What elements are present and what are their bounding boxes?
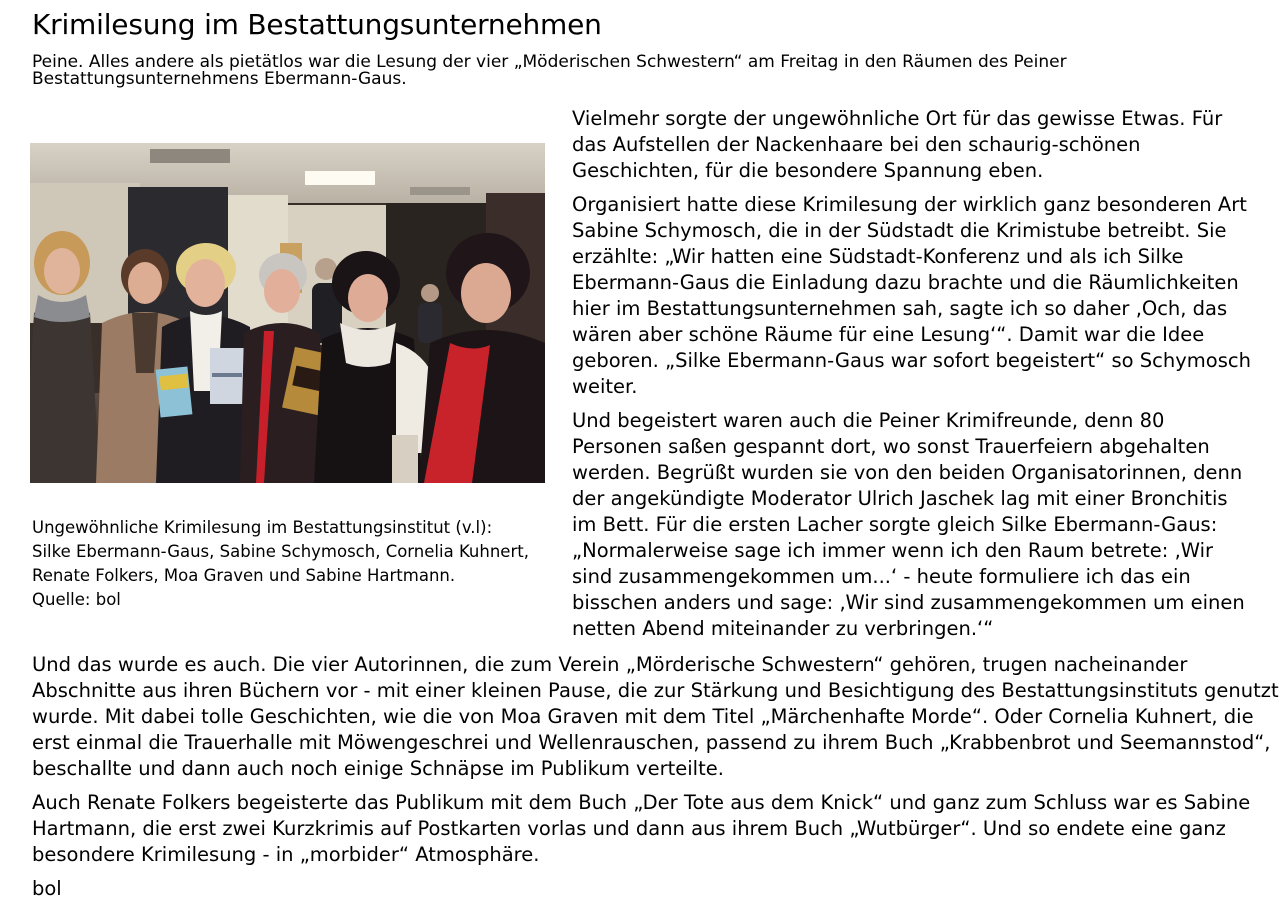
article-photo: [30, 143, 545, 483]
caption-source: Quelle: bol: [32, 590, 121, 609]
text-line: werden. Begrüßt wurden sie von den beiden Organisatorinnen, denn: [572, 461, 1243, 484]
text-line: der angekündigte Moderator Ulrich Jaschek lag mit einer Bronchitis: [572, 487, 1228, 510]
paragraph: [32, 652, 1279, 782]
paragraph: [572, 106, 1252, 184]
lead-line: Peine. Alles andere als pietätlos war die Lesung der vier „Möderischen Schwestern“ am Freitag in den Räumen des Peiner: [32, 52, 1067, 72]
text-line: Organisiert hatte diese Krimilesung der wirklich ganz besonderen Art: [572, 193, 1247, 216]
article-lead: [32, 54, 1132, 88]
text-line: Vielmehr sorgte der ungewöhnliche Ort für das gewisse Etwas. Für: [572, 107, 1223, 130]
paragraph: [572, 192, 1252, 400]
text-line: bol: [32, 877, 62, 900]
text-line: wurde. Mit dabei tolle Geschichten, wie die von Moa Graven mit dem Titel „Märchenhafte Morde“. Oder Cornelia Kuhnert, die: [32, 705, 1254, 728]
text-line: hier im Bestattungsunternehmen sah, sagte ich so daher ‚Och, das: [572, 297, 1228, 320]
text-line: Und begeistert waren auch die Peiner Krimifreunde, denn 80: [572, 409, 1165, 432]
text-line: erzählte: „Wir hatten eine Südstadt-Konferenz und als ich Silke: [572, 245, 1184, 268]
article-right-column: [572, 106, 1252, 650]
caption-line: Ungewöhnliche Krimilesung im Bestattungsinstitut (v.l):: [32, 518, 493, 537]
text-line: Geschichten, für die besondere Spannung eben.: [572, 159, 1044, 182]
paragraph: [572, 408, 1252, 642]
group-photo-image: [30, 143, 545, 483]
text-line: weiter.: [572, 375, 638, 398]
text-line: „Normalerweise sage ich immer wenn ich den Raum betrete: ‚Wir: [572, 539, 1214, 562]
article-bottom-section: [32, 652, 1279, 910]
text-line: besondere Krimilesung - in „morbider“ Atmosphäre.: [32, 843, 540, 866]
article-title: Krimilesung im Bestattungsunternehmen: [32, 8, 602, 41]
lead-line: Bestattungsunternehmens Ebermann-Gaus.: [32, 69, 407, 89]
text-line: sind zusammengekommen um...‘ - heute formuliere ich das ein: [572, 565, 1191, 588]
text-line: erst einmal die Trauerhalle mit Möwengeschrei und Wellenrauschen, passend zu ihrem Buch „Krabbenbrot und Seemannstod“,: [32, 731, 1271, 754]
text-line: netten Abend miteinander zu verbringen.‘“: [572, 617, 994, 640]
paragraph: [32, 790, 1262, 868]
text-line: Abschnitte aus ihren Büchern vor - mit einer kleinen Pause, die zur Stärkung und Besichtigung des Bestattungsinstituts genutzt: [32, 679, 1279, 702]
text-line: Sabine Schymosch, die in der Südstadt die Krimistube betreibt. Sie: [572, 219, 1227, 242]
caption-line: Silke Ebermann-Gaus, Sabine Schymosch, Cornelia Kuhnert,: [32, 542, 529, 561]
text-line: Auch Renate Folkers begeisterte das Publikum mit dem Buch „Der Tote aus dem Knick“ und ganz zum Schluss war es Sabine: [32, 791, 1251, 814]
caption-line: Renate Folkers, Moa Graven und Sabine Hartmann.: [32, 566, 456, 585]
text-line: Hartmann, die erst zwei Kurzkrimis auf Postkarten vorlas und dann aus ihrem Buch „Wutbürger“. Und so endete eine ganz: [32, 817, 1226, 840]
text-line: Ebermann-Gaus die Einladung dazu brachte und die Räumlichkeiten: [572, 271, 1239, 294]
text-line: im Bett. Für die ersten Lacher sorgte gleich Silke Ebermann-Gaus:: [572, 513, 1218, 536]
text-line: geboren. „Silke Ebermann-Gaus war sofort begeistert“ so Schymosch: [572, 349, 1251, 372]
text-line: Und das wurde es auch. Die vier Autorinnen, die zum Verein „Mörderische Schwestern“ gehören, trugen nacheinander: [32, 653, 1188, 676]
photo-caption: [32, 516, 552, 612]
text-line: Personen saßen gespannt dort, wo sonst Trauerfeiern abgehalten: [572, 435, 1210, 458]
text-line: beschallte und dann auch noch einige Schnäpse im Publikum verteilte.: [32, 757, 724, 780]
text-line: das Aufstellen der Nackenhaare bei den schaurig-schönen: [572, 133, 1141, 156]
text-line: bisschen anders und sage: ‚Wir sind zusammengekommen um einen: [572, 591, 1245, 614]
text-line: wären aber schöne Räume für eine Lesung‘“. Damit war die Idee: [572, 323, 1205, 346]
author-signature: [32, 876, 1262, 902]
